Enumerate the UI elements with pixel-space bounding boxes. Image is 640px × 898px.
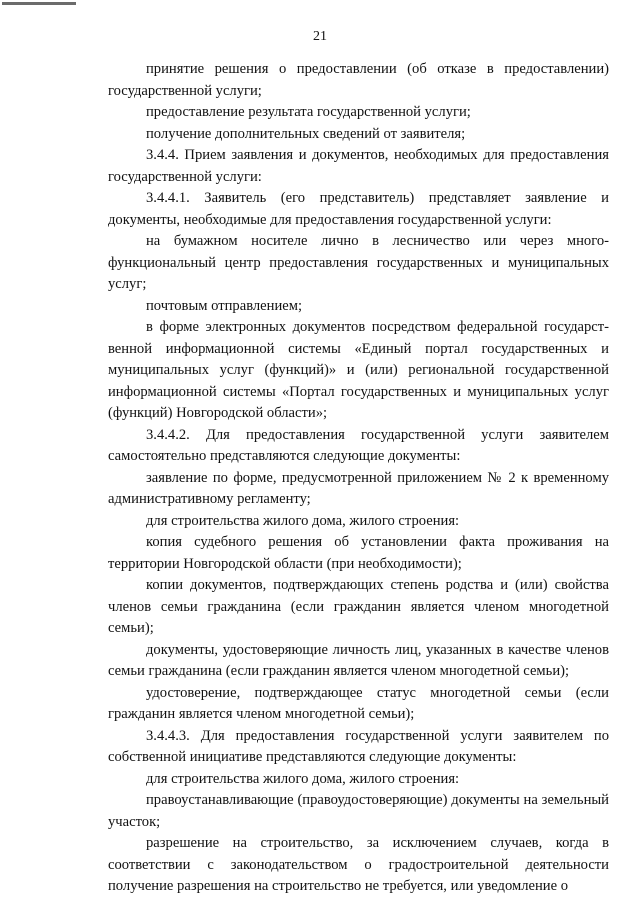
paragraph-building-permit: разрешение на строительство, за исключением случаев, когда в соответствии с законодательством о градостроительной деятельности получение разрешения на строительство не требуется, или уведомление о	[108, 835, 609, 894]
paragraph-kinship-docs: копии документов, подтверждающих степень родства и (или) свойства членов семьи гражданина (если гражданин является членом многодетной семьи);	[108, 577, 609, 636]
paragraph-decision: принятие решения о предоставлении (об отказе в предоставлении) государственной услуги;	[108, 61, 609, 99]
paragraph-construction: для строительства жилого дома, жилого строения:	[146, 512, 460, 529]
paragraph-3-4-4-2: 3.4.4.2. Для предоставления государственной услуги заявителем самостоятельно представляются следующие документы:	[108, 426, 609, 464]
page-number: 21	[313, 29, 327, 44]
paragraph-construction-2: для строительства жилого дома, жилого строения:	[146, 770, 460, 787]
paragraph-3-4-4: 3.4.4. Прием заявления и документов, необходимых для предоставления государственной услуги:	[108, 147, 609, 185]
paragraph-3-4-4-3: 3.4.4.3. Для предоставления государственной услуги заявителем по собственной инициативе представляются следующие документы:	[108, 727, 609, 765]
paragraph-identity-docs: документы, удостоверяющие личность лиц, указанных в качестве членов семьи гражданина (если гражданин является членом многодетной семьи);	[108, 641, 609, 679]
paragraph-electronic: в форме электронных документов посредством федеральной государст-венной информационной системы «Единый портал государственных и муниципальных услуг (функций)» и (или) региональной государственной информационной системы «Портал государственных и муниципальных услуг (функций) Новгородской области»;	[108, 319, 609, 421]
paragraph-title-docs: правоустанавливающие (правоудостоверяющие) документы на земельный участок;	[108, 792, 609, 830]
paragraph-3-4-4-1: 3.4.4.1. Заявитель (его представитель) представляет заявление и документы, необходимые для предоставления государственной услуги:	[108, 190, 609, 228]
paragraph-application-form: заявление по форме, предусмотренной приложением № 2 к временному административному регламенту;	[108, 469, 609, 507]
scan-edge-mark	[2, 2, 76, 5]
document-body	[108, 59, 609, 898]
paragraph-postal: почтовым отправлением;	[146, 297, 303, 314]
paragraph-additional-info: получение дополнительных сведений от заявителя;	[146, 125, 466, 142]
paragraph-result: предоставление результата государственной услуги;	[146, 104, 471, 120]
paragraph-court-decision: копия судебного решения об установлении факта проживания на территории Новгородской области (при необходимости);	[108, 534, 609, 572]
paragraph-large-family-certificate: удостоверение, подтверждающее статус многодетной семьи (если гражданин является членом многодетной семьи);	[108, 684, 609, 722]
paragraph-paper-submission: на бумажном носителе лично в лесничество или через много-функциональный центр предоставления государственных и муниципальных услуг;	[108, 233, 609, 292]
